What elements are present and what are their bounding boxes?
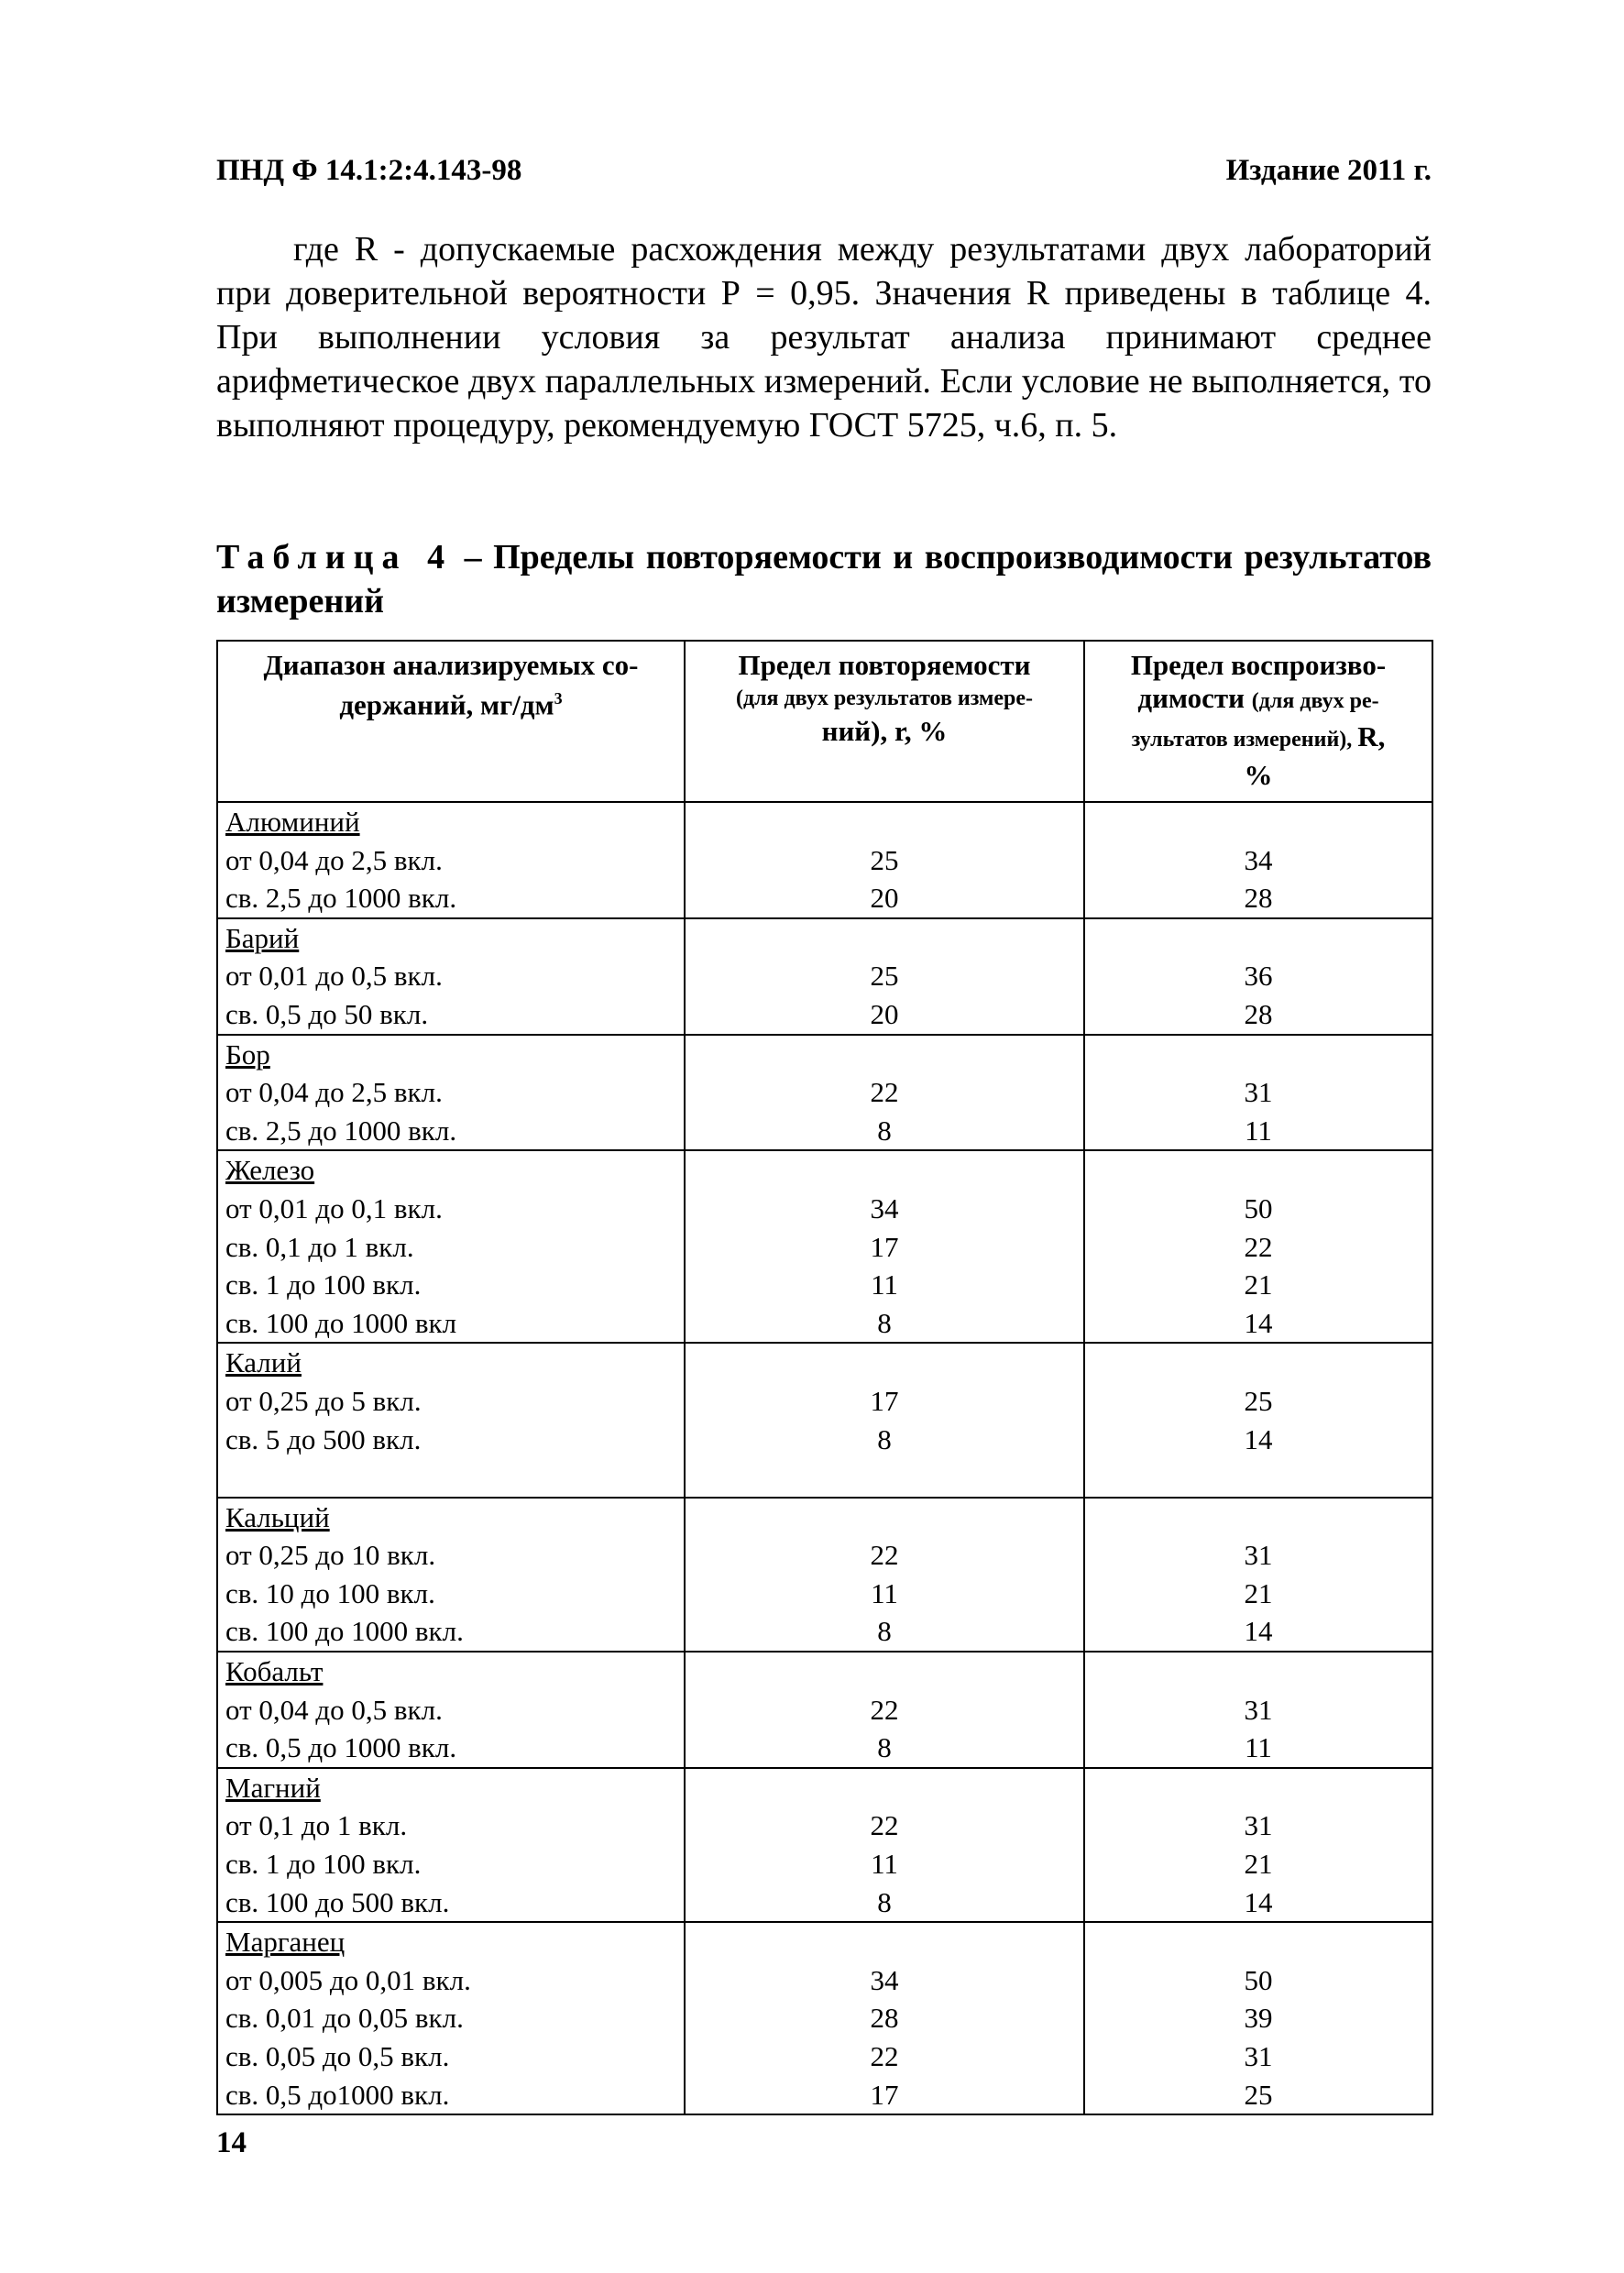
range-text: св. 2,5 до 1000 вкл. bbox=[225, 1114, 457, 1147]
range-text: св. 10 до 100 вкл. bbox=[225, 1576, 435, 1609]
spacer-line bbox=[686, 1653, 1083, 1691]
limits-table bbox=[216, 640, 1433, 2115]
repeatability-cell-value: 11 bbox=[871, 1576, 898, 1609]
header-repro-line1: Предел воспроизво- bbox=[1130, 649, 1387, 681]
header-range-line2-text: держаний, мг/дм bbox=[339, 688, 554, 721]
header-repro-line2b: (для двух ре- bbox=[1251, 689, 1379, 713]
reproducibility-cell bbox=[1084, 1498, 1432, 1652]
repeatability-cell bbox=[685, 802, 1084, 918]
reproducibility-cell-value: 14 bbox=[1244, 1306, 1273, 1339]
range-text: св. 0,1 до 1 вкл. bbox=[225, 1230, 414, 1263]
spacer-line bbox=[1085, 1151, 1432, 1190]
range-text: св. 0,5 до 1000 вкл. bbox=[225, 1731, 457, 1764]
header-range-sup: 3 bbox=[554, 689, 563, 708]
spacer-line bbox=[686, 1923, 1083, 1961]
range-text: от 0,04 до 0,5 вкл. bbox=[225, 1693, 443, 1726]
spacer-line bbox=[1085, 1499, 1432, 1537]
table-caption-text: – Пределы повторяемости и воспроизводимости результатов измерений bbox=[216, 538, 1432, 620]
reproducibility-cell-value: 14 bbox=[1244, 1885, 1273, 1918]
spacer-line bbox=[1085, 919, 1432, 958]
spacer-line bbox=[686, 803, 1083, 841]
spacer-line bbox=[1085, 1769, 1432, 1807]
header-rep-line2: (для двух результатов измере- bbox=[735, 686, 1034, 710]
repeatability-cell-value: 11 bbox=[871, 1848, 898, 1881]
spacer-line bbox=[1085, 1036, 1432, 1074]
reproducibility-cell-value: 14 bbox=[1244, 1422, 1273, 1455]
reproducibility-cell bbox=[1084, 1768, 1432, 1922]
repeatability-cell-value: 8 bbox=[877, 1422, 892, 1455]
header-repro-line2 bbox=[1085, 682, 1432, 720]
range-text: св. 100 до 1000 вкл. bbox=[225, 1615, 464, 1648]
repeatability-cell-value: 34 bbox=[870, 1963, 899, 1996]
range-text: св. 0,05 до 0,5 вкл. bbox=[225, 2040, 450, 2072]
body-paragraph bbox=[216, 227, 1432, 447]
empty-line bbox=[1085, 1458, 1432, 1497]
element-name: Кальций bbox=[225, 1500, 330, 1533]
reproducibility-cell-value: 31 bbox=[1244, 1539, 1273, 1572]
repeatability-cell-value: 17 bbox=[870, 1384, 899, 1417]
repeatability-cell-value: 28 bbox=[870, 2002, 899, 2035]
header-repeatability bbox=[685, 641, 1084, 802]
range-text: св. 5 до 500 вкл. bbox=[225, 1422, 422, 1455]
table-group-row bbox=[217, 802, 1432, 918]
repeatability-cell-value: 8 bbox=[877, 1885, 892, 1918]
spacer-line bbox=[686, 1151, 1083, 1190]
reproducibility-cell bbox=[1084, 1035, 1432, 1151]
range-cell bbox=[217, 1150, 685, 1343]
reproducibility-cell-value: 21 bbox=[1244, 1848, 1273, 1881]
spacer-line bbox=[1085, 1344, 1432, 1382]
spacer-line bbox=[1085, 1923, 1432, 1961]
reproducibility-cell-value: 50 bbox=[1244, 1191, 1273, 1224]
reproducibility-cell bbox=[1084, 1652, 1432, 1768]
header-range-line1: Диапазон анализируемых со- bbox=[263, 649, 639, 681]
reproducibility-cell-value: 28 bbox=[1244, 882, 1273, 915]
header-range bbox=[217, 641, 685, 802]
spacer-line bbox=[1085, 803, 1432, 841]
repeatability-cell-value: 34 bbox=[870, 1191, 899, 1224]
range-cell bbox=[217, 1652, 685, 1768]
header-repro-line3 bbox=[1085, 720, 1432, 759]
header-rep-line3: ний), r, % bbox=[821, 715, 948, 747]
range-text: св. 0,01 до 0,05 вкл. bbox=[225, 2002, 464, 2035]
table-group-row bbox=[217, 1150, 1432, 1343]
reproducibility-cell-value: 50 bbox=[1244, 1963, 1273, 1996]
header-reproducibility bbox=[1084, 641, 1432, 802]
range-cell bbox=[217, 1922, 685, 2114]
repeatability-cell-value: 22 bbox=[870, 1693, 899, 1726]
table-caption-label: Таблица 4 bbox=[216, 538, 454, 576]
spacer-line bbox=[686, 919, 1083, 958]
reproducibility-cell bbox=[1084, 918, 1432, 1035]
reproducibility-cell-value: 31 bbox=[1244, 1693, 1273, 1726]
repeatability-cell bbox=[685, 918, 1084, 1035]
range-cell bbox=[217, 802, 685, 918]
reproducibility-cell bbox=[1084, 802, 1432, 918]
body-paragraph-text: где R - допускаемые расхождения между результатами двух лабораторий при доверительной вероятности Р = 0,95. Значения R приведены в таблице 4. При выполнении условия за результат анализа принимают среднее арифметическое двух параллельных измерений. Если условие не выполняется, то выполняют процедуру, рекомендуемую ГОСТ 5725, ч.6, п. 5. bbox=[216, 230, 1432, 445]
repeatability-cell-value: 25 bbox=[870, 843, 899, 876]
reproducibility-cell-value: 11 bbox=[1245, 1731, 1272, 1764]
range-text: от 0,01 до 0,1 вкл. bbox=[225, 1191, 443, 1224]
reproducibility-cell-value: 28 bbox=[1244, 997, 1273, 1030]
table-group-row bbox=[217, 918, 1432, 1035]
reproducibility-cell-value: 11 bbox=[1245, 1114, 1272, 1147]
table-header-row bbox=[217, 641, 1432, 802]
range-text: св. 1 до 100 вкл. bbox=[225, 1848, 422, 1881]
table-group-row bbox=[217, 1922, 1432, 2114]
table-group-row bbox=[217, 1035, 1432, 1151]
element-name: Магний bbox=[225, 1771, 321, 1804]
repeatability-cell-value: 8 bbox=[877, 1114, 892, 1147]
repeatability-cell-value: 8 bbox=[877, 1306, 892, 1339]
header-rep-line1: Предел повторяемости bbox=[738, 649, 1031, 681]
table-group-row bbox=[217, 1343, 1432, 1497]
element-name: Кобальт bbox=[225, 1655, 324, 1688]
repeatability-cell-value: 8 bbox=[877, 1731, 892, 1764]
reproducibility-cell-value: 31 bbox=[1244, 2040, 1273, 2072]
header-repro-line3b: R, bbox=[1357, 720, 1386, 752]
range-text: св. 100 до 500 вкл. bbox=[225, 1885, 450, 1918]
reproducibility-cell bbox=[1084, 1150, 1432, 1343]
range-text: св. 2,5 до 1000 вкл. bbox=[225, 882, 457, 915]
repeatability-cell-value: 25 bbox=[870, 960, 899, 993]
reproducibility-cell-value: 31 bbox=[1244, 1076, 1273, 1109]
repeatability-cell-value: 17 bbox=[870, 2078, 899, 2111]
reproducibility-cell bbox=[1084, 1922, 1432, 2114]
header-repro-line3a: зультатов измерений), bbox=[1131, 728, 1358, 752]
reproducibility-cell-value: 34 bbox=[1244, 843, 1273, 876]
page-number: 14 bbox=[216, 2126, 247, 2159]
repeatability-cell bbox=[685, 1035, 1084, 1151]
element-name: Калий bbox=[225, 1346, 302, 1379]
element-name: Бор bbox=[225, 1038, 270, 1071]
empty-line bbox=[225, 1458, 684, 1497]
repeatability-cell-value: 22 bbox=[870, 2040, 899, 2072]
range-cell bbox=[217, 1343, 685, 1497]
reproducibility-cell-value: 36 bbox=[1244, 960, 1273, 993]
range-text: от 0,04 до 2,5 вкл. bbox=[225, 1076, 443, 1109]
spacer-line bbox=[686, 1769, 1083, 1807]
repeatability-cell bbox=[685, 1922, 1084, 2114]
repeatability-cell bbox=[685, 1498, 1084, 1652]
repeatability-cell bbox=[685, 1768, 1084, 1922]
reproducibility-cell-value: 21 bbox=[1244, 1576, 1273, 1609]
repeatability-cell-value: 22 bbox=[870, 1809, 899, 1842]
element-name: Алюминий bbox=[225, 806, 360, 838]
range-text: св. 0,5 до 50 вкл. bbox=[225, 997, 429, 1030]
range-cell bbox=[217, 1035, 685, 1151]
reproducibility-cell-value: 25 bbox=[1244, 2078, 1273, 2111]
range-text: от 0,04 до 2,5 вкл. bbox=[225, 843, 443, 876]
header-range-line2 bbox=[218, 682, 684, 721]
spacer-line bbox=[686, 1499, 1083, 1537]
element-name: Железо bbox=[225, 1154, 315, 1187]
table-group-row bbox=[217, 1498, 1432, 1652]
repeatability-cell-value: 20 bbox=[870, 882, 899, 915]
element-name: Барий bbox=[225, 921, 300, 954]
repeatability-cell-value: 20 bbox=[870, 997, 899, 1030]
table-group-row bbox=[217, 1652, 1432, 1768]
element-name: Марганец bbox=[225, 1926, 346, 1959]
range-cell bbox=[217, 918, 685, 1035]
range-text: от 0,1 до 1 вкл. bbox=[225, 1809, 408, 1842]
range-text: от 0,005 до 0,01 вкл. bbox=[225, 1963, 471, 1996]
range-text: св. 0,5 до1000 вкл. bbox=[225, 2078, 450, 2111]
range-text: от 0,01 до 0,5 вкл. bbox=[225, 960, 443, 993]
document-code: ПНД Ф 14.1:2:4.143-98 bbox=[216, 154, 522, 187]
range-cell bbox=[217, 1498, 685, 1652]
reproducibility-cell bbox=[1084, 1343, 1432, 1497]
range-text: св. 100 до 1000 вкл bbox=[225, 1306, 457, 1339]
repeatability-cell-value: 8 bbox=[877, 1615, 892, 1648]
spacer-line bbox=[686, 1344, 1083, 1382]
header-repro-line4: % bbox=[1244, 759, 1273, 791]
reproducibility-cell-value: 22 bbox=[1244, 1230, 1273, 1263]
reproducibility-cell-value: 14 bbox=[1244, 1615, 1273, 1648]
range-text: св. 1 до 100 вкл. bbox=[225, 1268, 422, 1301]
table-group-row bbox=[217, 1768, 1432, 1922]
table-caption bbox=[216, 535, 1432, 623]
range-cell bbox=[217, 1768, 685, 1922]
range-text: от 0,25 до 5 вкл. bbox=[225, 1384, 422, 1417]
repeatability-cell-value: 11 bbox=[871, 1268, 898, 1301]
reproducibility-cell-value: 31 bbox=[1244, 1809, 1273, 1842]
reproducibility-cell-value: 21 bbox=[1244, 1268, 1273, 1301]
reproducibility-cell-value: 39 bbox=[1244, 2002, 1273, 2035]
repeatability-cell bbox=[685, 1150, 1084, 1343]
repeatability-cell-value: 17 bbox=[870, 1230, 899, 1263]
header-repro-line2a: димости bbox=[1137, 682, 1252, 714]
range-text: от 0,25 до 10 вкл. bbox=[225, 1539, 436, 1572]
spacer-line bbox=[1085, 1653, 1432, 1691]
repeatability-cell-value: 22 bbox=[870, 1076, 899, 1109]
repeatability-cell bbox=[685, 1343, 1084, 1497]
reproducibility-cell-value: 25 bbox=[1244, 1384, 1273, 1417]
empty-line bbox=[686, 1458, 1083, 1497]
repeatability-cell-value: 22 bbox=[870, 1539, 899, 1572]
edition-label: Издание 2011 г. bbox=[1225, 154, 1432, 187]
repeatability-cell bbox=[685, 1652, 1084, 1768]
spacer-line bbox=[686, 1036, 1083, 1074]
